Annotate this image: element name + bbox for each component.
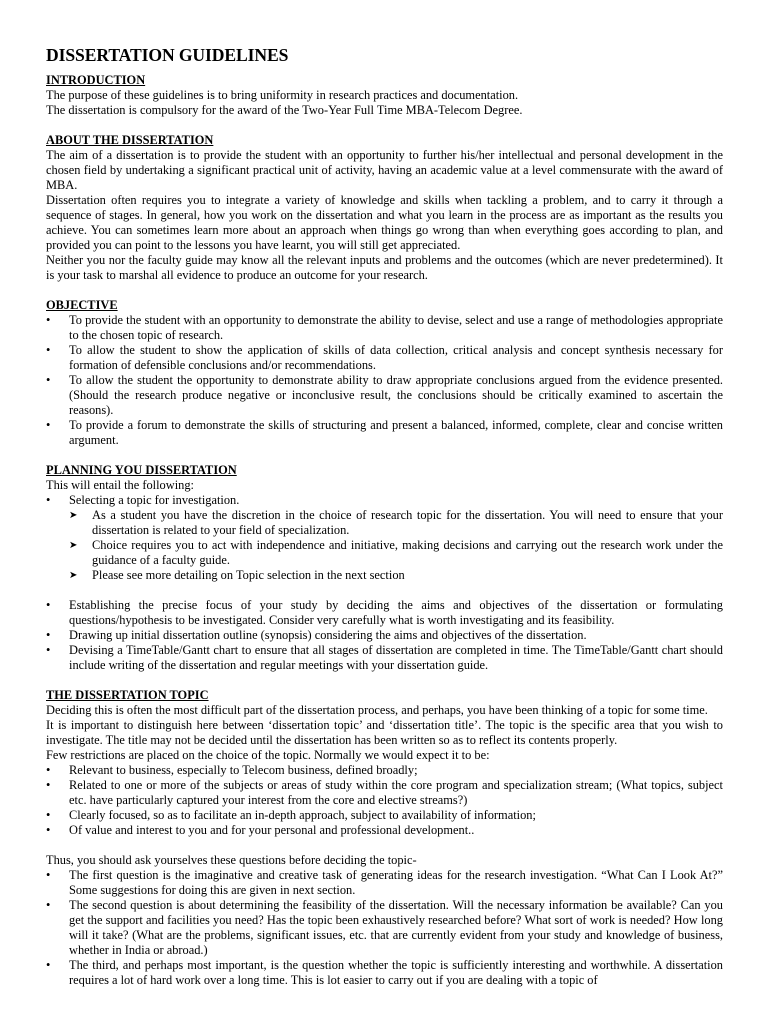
list-item: • Selecting a topic for investigation. [46,493,240,507]
section-heading: ABOUT THE DISSERTATION [46,133,214,147]
bullet-icon: • [46,823,51,837]
section-heading: PLANNING YOU DISSERTATION [46,463,237,477]
list-item: • Relevant to business, especially to Telecom business, defined broadly; [46,763,418,777]
bullet-icon: • [46,343,51,357]
arrow-bullet-icon: ➤ [69,510,78,521]
paragraph: Dissertation often requires you to integrate a variety of knowledge and skills when tackling a problem, and to carry it through a sequence of stages. In general, how you work on the dissertation and what you learn in the process are as important as the results you achieve. You can sometimes learn more about an approach when things go wrong than when everything goes according to plan, and provided you can point to the lessons you have learnt, you will still get appreciated. [46,193,723,252]
section-heading: THE DISSERTATION TOPIC [46,688,209,702]
list-item: • Devising a TimeTable/Gantt chart to ensure that all stages of dissertation are completed in time. The TimeTable/Gantt chart should include writing of the dissertation and regular meetings with your dissertation guide. [46,643,723,672]
list-item: • The second question is about determining the feasibility of the dissertation. Will the necessary information be available? Can you get the support and facilities you need? Has the topic been exhaustively researched before? What sort of work is needed? How long will it take? (What are the problems, significant issues, etc. that are currently evident from your study and knowledge of business, whether in India or abroad.) [46,898,723,957]
bullet-icon: • [46,868,51,882]
list-item: • The third, and perhaps most important, is the question whether the topic is sufficiently interesting and worthwhile. A dissertation requires a lot of hard work over a long time. This is lot easier to carry out if you are dealing with a topic of [46,958,723,987]
bullet-icon: • [46,898,51,912]
sub-list-item: ➤ Please see more detailing on Topic selection in the next section [69,568,405,582]
sub-list-item: ➤ Choice requires you to act with independence and initiative, making decisions and carrying out the research work under the guidance of a faculty guide. [69,538,723,567]
paragraph: It is important to distinguish here between ‘dissertation topic’ and ‘dissertation title’. The topic is the specific area that you wish to investigate. The title may not be decided until the dissertation has been written so as to reflect its contents properly. [46,718,723,747]
section-topic [46,688,723,988]
bullet-icon: • [46,493,51,507]
list-item: • To allow the student the opportunity to demonstrate ability to draw appropriate conclusions argued from the evidence presented. (Should the research produce negative or inconclusive result, the conclusions should be critically examined to ascertain the reasons). [46,373,723,417]
paragraph: Neither you nor the faculty guide may know all the relevant inputs and problems and the outcomes (which are never predetermined). It is your task to marshal all evidence to produce an outcome for your research. [46,253,723,282]
document-title: DISSERTATION GUIDELINES [46,45,289,65]
bullet-icon: • [46,598,51,612]
bullet-icon: • [46,418,51,432]
list-item: • To allow the student to show the application of skills of data collection, critical analysis and concept synthesis necessary for formation of defensible conclusions and/or recommendations. [46,343,723,372]
document-content [46,44,723,988]
paragraph: Thus, you should ask yourselves these questions before deciding the topic- [46,853,417,867]
section-about [46,133,723,283]
bullet-icon: • [46,778,51,792]
bullet-icon: • [46,808,51,822]
paragraph: This will entail the following: [46,478,194,492]
section-planning [46,463,723,673]
bullet-icon: • [46,313,51,327]
list-item: • Clearly focused, so as to facilitate an in-depth approach, subject to availability of information; [46,808,536,822]
bullet-icon: • [46,643,51,657]
list-item: • To provide a forum to demonstrate the skills of structuring and present a balanced, informed, complete, clear and concise written argument. [46,418,723,447]
bullet-list [46,493,723,508]
section-heading: OBJECTIVE [46,298,118,312]
bullet-icon: • [46,763,51,777]
bullet-icon: • [46,628,51,642]
paragraph: Few restrictions are placed on the choice of the topic. Normally we would expect it to be: [46,748,490,762]
sub-list-item: ➤ As a student you have the discretion in the choice of research topic for the dissertation. You will need to ensure that your dissertation is related to your field of specialization. [69,508,723,537]
list-item: • Of value and interest to you and for your personal and professional development.. [46,823,475,837]
paragraph: The aim of a dissertation is to provide the student with an opportunity to further his/her intellectual and personal development in the chosen field by undertaking a significant practical unit of activity, having an academic value at a level commensurate with the award of MBA. [46,148,723,192]
bullet-list [46,598,723,673]
paragraph: Deciding this is often the most difficult part of the dissertation process, and perhaps, you have been thinking of a topic for some time. [46,703,708,717]
bullet-icon: • [46,373,51,387]
bullet-list [46,313,723,448]
arrow-bullet-icon: ➤ [69,540,78,551]
list-item: • Establishing the precise focus of your study by deciding the aims and objectives of the dissertation or formulating questions/hypothesis to be investigated. Consider very carefully what is worth investigating and its feasibility. [46,598,723,627]
bullet-list [46,868,723,988]
paragraph: The dissertation is compulsory for the award of the Two-Year Full Time MBA-Telecom Degree. [46,103,523,117]
arrow-bullet-icon: ➤ [69,570,78,581]
list-item: • Related to one or more of the subjects or areas of study within the core program and specialization stream; (What topics, subject etc. have particularly captured your interest from the core and elective streams?) [46,778,723,807]
list-item: • To provide the student with an opportunity to demonstrate the ability to devise, select and use a range of methodologies appropriate to the chosen topic of research. [46,313,723,342]
section-introduction [46,73,723,118]
list-item: • The first question is the imaginative and creative task of generating ideas for the research investigation. “What Can I Look At?” Some suggestions for doing this are given in next section. [46,868,723,897]
section-objective [46,298,723,448]
bullet-list [46,763,723,838]
paragraph: The purpose of these guidelines is to bring uniformity in research practices and documentation. [46,88,519,102]
section-heading: INTRODUCTION [46,73,146,87]
list-item: • Drawing up initial dissertation outline (synopsis) considering the aims and objectives of the dissertation. [46,628,587,642]
bullet-icon: • [46,958,51,972]
sub-bullet-list [46,508,723,583]
